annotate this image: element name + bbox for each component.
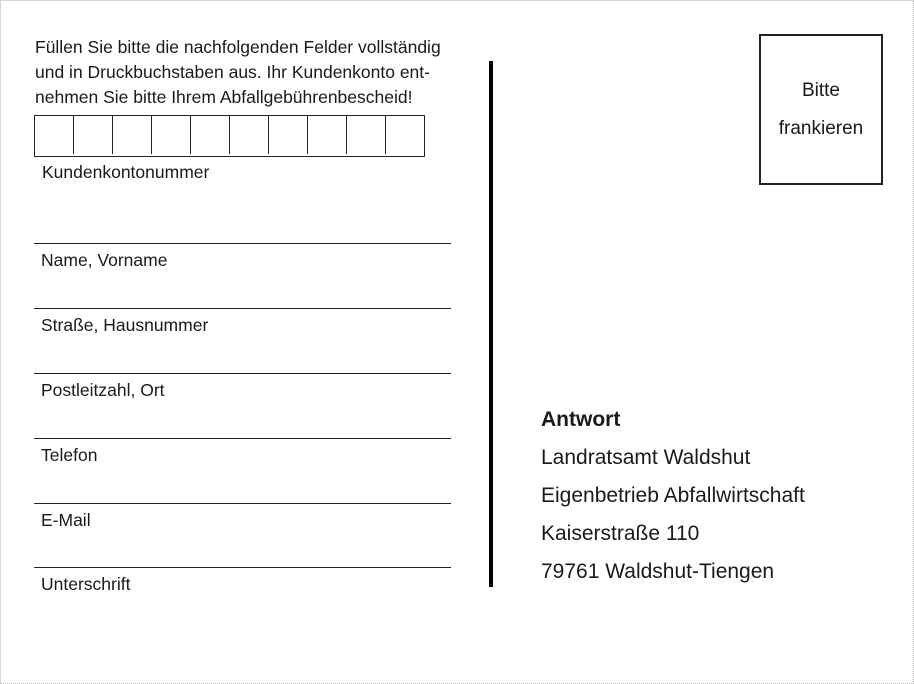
stamp-box bbox=[759, 34, 883, 185]
center-divider bbox=[489, 61, 493, 587]
account-digit-box[interactable] bbox=[230, 116, 269, 154]
stamp-text-line1: Bitte bbox=[801, 79, 841, 101]
account-number-label: Kundenkontonummer bbox=[42, 162, 210, 182]
instructions-line: Füllen Sie bitte die nachfolgenden Felder vollständig bbox=[35, 37, 441, 57]
phone-label: Telefon bbox=[41, 445, 98, 465]
email-label: E-Mail bbox=[41, 510, 91, 530]
name-line[interactable] bbox=[34, 243, 451, 244]
account-digit-box[interactable] bbox=[35, 116, 74, 154]
recipient-address bbox=[541, 401, 805, 591]
signature-line[interactable] bbox=[34, 567, 451, 568]
account-digit-box[interactable] bbox=[308, 116, 347, 154]
address-line: Kaiserstraße 110 bbox=[541, 522, 700, 545]
signature-label: Unterschrift bbox=[41, 574, 131, 594]
account-digit-box[interactable] bbox=[386, 116, 424, 154]
instructions-line: nehmen Sie bitte Ihrem Abfallgebührenbescheid! bbox=[35, 87, 413, 107]
phone-line[interactable] bbox=[34, 438, 451, 439]
street-line[interactable] bbox=[34, 308, 451, 309]
account-digit-box[interactable] bbox=[113, 116, 152, 154]
stamp-text-line2: frankieren bbox=[778, 117, 864, 139]
account-digit-box[interactable] bbox=[152, 116, 191, 154]
email-line[interactable] bbox=[34, 503, 451, 504]
account-number-boxes[interactable] bbox=[34, 115, 425, 157]
postal-line[interactable] bbox=[34, 373, 451, 374]
postal-label: Postleitzahl, Ort bbox=[41, 380, 165, 400]
account-digit-box[interactable] bbox=[74, 116, 113, 154]
address-line: Landratsamt Waldshut bbox=[541, 446, 751, 469]
address-heading: Antwort bbox=[541, 408, 621, 431]
street-label: Straße, Hausnummer bbox=[41, 315, 209, 335]
instructions-line: und in Druckbuchstaben aus. Ihr Kundenkonto ent- bbox=[35, 62, 430, 82]
address-line: Eigenbetrieb Abfallwirtschaft bbox=[541, 484, 805, 507]
instructions-text bbox=[35, 35, 485, 110]
account-digit-box[interactable] bbox=[347, 116, 386, 154]
name-label: Name, Vorname bbox=[41, 250, 168, 270]
account-digit-box[interactable] bbox=[269, 116, 308, 154]
address-line: 79761 Waldshut-Tiengen bbox=[541, 560, 775, 583]
account-digit-box[interactable] bbox=[191, 116, 230, 154]
